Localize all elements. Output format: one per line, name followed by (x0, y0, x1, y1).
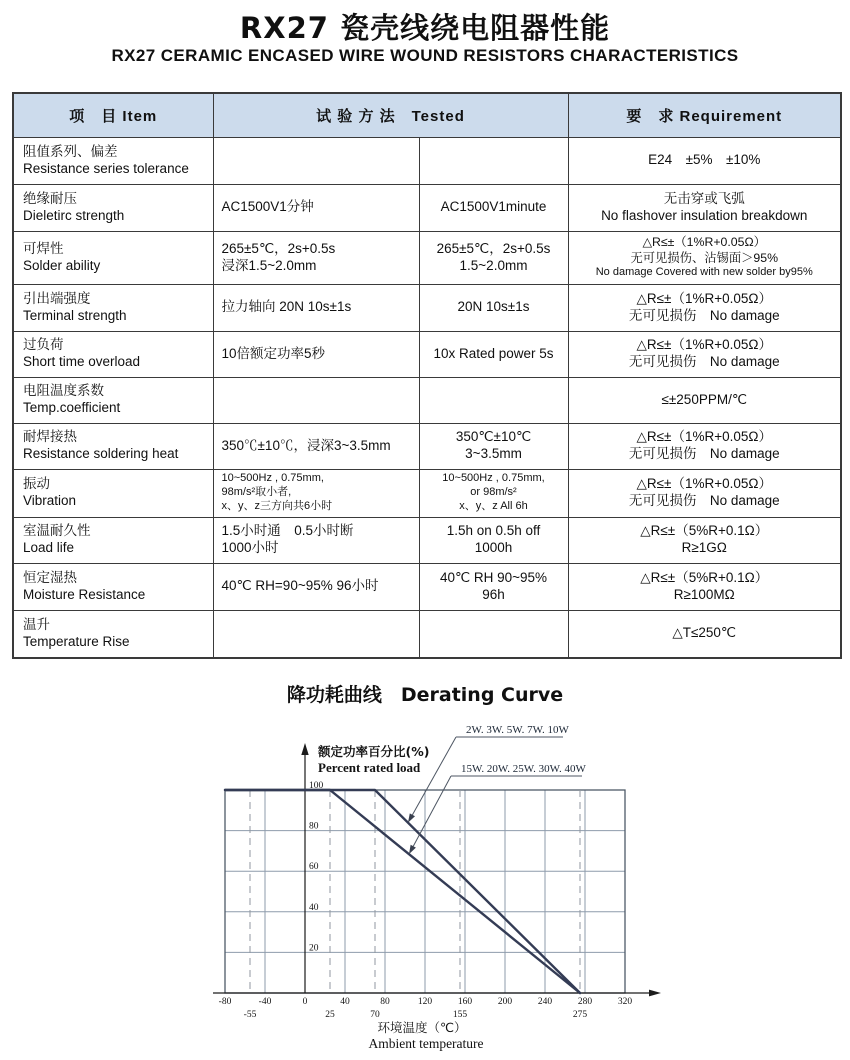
method-line: 265±5℃，2s+0.5s (436, 240, 551, 256)
item-label-en: Moisture Resistance (23, 586, 146, 602)
svg-text:280: 280 (577, 997, 593, 1007)
method-cn-cell (213, 377, 419, 423)
y-axis-label-cn: 额定功率百分比(%) (318, 744, 430, 759)
item-label-cn: 振动 (23, 476, 50, 492)
method-cn-cell (213, 610, 419, 658)
item-cell (13, 610, 213, 658)
requirement-line: No flashover insulation breakdown (601, 207, 808, 223)
svg-text:160: 160 (457, 997, 473, 1007)
svg-text:0: 0 (302, 997, 308, 1007)
page-subtitle: RX27 CERAMIC ENCASED WIRE WOUND RESISTORS CHARACTERISTICS (111, 46, 739, 65)
requirement-cell (568, 331, 841, 377)
item-cell (13, 231, 213, 284)
svg-text:-55: -55 (243, 1010, 257, 1020)
item-label-en: Temp.coefficient (23, 400, 121, 415)
item-label-cn: 恒定湿热 (23, 569, 77, 585)
method-line: or 98m/s² (470, 486, 517, 499)
table-row (13, 469, 841, 517)
method-line: 3~3.5mm (465, 446, 522, 461)
method-cn-cell (213, 331, 419, 377)
method-line: 拉力轴向 20N 10s±1s (221, 299, 352, 315)
page-title: RX27 瓷壳线绕电阻器性能 (239, 11, 611, 45)
method-line: 350℃±10℃ (455, 429, 532, 445)
requirement-line: R≥1GΩ (681, 540, 727, 555)
method-en-cell (419, 377, 568, 423)
method-en-cell (419, 184, 568, 231)
method-line: 1000h (474, 540, 513, 555)
requirement-line: 无可见损伤 No damage (628, 354, 780, 369)
table-row (13, 331, 841, 377)
requirement-cell (568, 469, 841, 517)
item-label-cn: 电阻温度系数 (23, 383, 104, 399)
svg-text:320: 320 (617, 997, 633, 1007)
method-line: 350℃±10℃，浸深3~3.5mm (221, 437, 391, 453)
method-cn-cell (213, 284, 419, 331)
method-line: 浸深1.5~2.0mm (221, 257, 317, 273)
svg-text:25: 25 (325, 1010, 335, 1020)
requirement-line: △T≤250℃ (672, 625, 737, 641)
item-cell (13, 563, 213, 610)
requirement-cell (568, 184, 841, 231)
table-row (13, 423, 841, 469)
method-en-cell (419, 231, 568, 284)
requirement-line: 无击穿或飞弧 (663, 190, 745, 206)
item-cell (13, 184, 213, 231)
method-line: 10倍额定功率5秒 (221, 345, 326, 361)
method-line: 40℃ RH=90~95% 96小时 (221, 578, 379, 594)
item-label-cn: 绝缘耐压 (23, 190, 77, 206)
item-cell (13, 137, 213, 184)
series-label-large-power: 15W. 20W. 25W. 30W. 40W (461, 763, 586, 775)
requirement-line: 无可见损伤 No damage (628, 493, 780, 508)
method-en-cell (419, 423, 568, 469)
method-en-cell (419, 331, 568, 377)
item-label-en: Terminal strength (23, 307, 127, 323)
requirement-line: 无可见损伤 No damage (628, 307, 780, 323)
method-en-cell (419, 563, 568, 610)
svg-text:60: 60 (309, 862, 319, 873)
item-label-en: Load life (23, 540, 75, 555)
item-cell (13, 423, 213, 469)
item-cell (13, 284, 213, 331)
col-header-requirement: 要 求 Requirement (568, 93, 841, 137)
y-axis-label-en: Percent rated load (318, 760, 421, 775)
item-label-en: Resistance series tolerance (23, 160, 189, 176)
method-line: AC1500V1分钟 (221, 199, 314, 215)
requirement-line: 无可见损伤、沾锡面＞95% (630, 250, 779, 265)
method-en-cell (419, 284, 568, 331)
method-line: 1.5~2.0mm (459, 257, 528, 273)
method-cn-cell (213, 517, 419, 563)
svg-text:40: 40 (340, 997, 350, 1007)
requirement-line: △R≤±（1%R+0.05Ω） (636, 476, 772, 492)
requirement-line: No damage Covered with new solder by95% (595, 265, 813, 278)
method-cn-cell (213, 137, 419, 184)
table-header-row (13, 93, 841, 137)
item-label-cn: 室温耐久性 (23, 523, 91, 539)
method-line: 1.5小时通 0.5小时断 (221, 523, 354, 539)
method-cn-cell (213, 184, 419, 231)
svg-text:-40: -40 (258, 997, 272, 1007)
item-cell (13, 517, 213, 563)
requirement-line: R≥100MΩ (673, 586, 735, 602)
method-line: 10~500Hz , 0.75mm, (221, 472, 324, 485)
svg-text:100: 100 (309, 781, 324, 791)
requirement-cell (568, 610, 841, 658)
item-label-en: Short time overload (23, 354, 141, 369)
item-label-cn: 耐焊接热 (23, 429, 77, 445)
series-label-small-power: 2W. 3W. 5W. 7W. 10W (466, 724, 569, 736)
method-line: 10x Rated power 5s (433, 345, 554, 361)
svg-text:-80: -80 (218, 997, 232, 1007)
requirement-cell (568, 137, 841, 184)
method-line: x、y、z All 6h (459, 499, 528, 512)
method-line: 20N 10s±1s (457, 299, 530, 315)
svg-text:80: 80 (380, 997, 390, 1007)
chart-plot-area (213, 737, 661, 1020)
x-axis-label-cn: 环境温度（℃） (377, 1020, 467, 1035)
table-row (13, 563, 841, 610)
method-line: 96h (482, 586, 505, 602)
item-label-cn: 温升 (23, 616, 50, 632)
svg-text:240: 240 (537, 997, 553, 1007)
method-en-cell (419, 137, 568, 184)
method-line: 1.5h on 0.5h off (446, 523, 541, 539)
svg-text:120: 120 (417, 997, 433, 1007)
table-row (13, 377, 841, 423)
svg-text:70: 70 (370, 1010, 380, 1020)
method-cn-cell (213, 563, 419, 610)
item-label-en: Vibration (23, 493, 77, 508)
table-row (13, 184, 841, 231)
item-label-cn: 阻值系列、偏差 (23, 143, 118, 159)
item-cell (13, 331, 213, 377)
table-row (13, 610, 841, 658)
item-cell (13, 377, 213, 423)
requirement-line: △R≤±（1%R+0.05Ω） (636, 429, 772, 445)
item-cell (13, 469, 213, 517)
item-label-cn: 可焊性 (23, 240, 64, 256)
table-row (13, 137, 841, 184)
requirement-line: △R≤±（1%R+0.05Ω） (636, 290, 772, 306)
svg-text:80: 80 (309, 821, 319, 832)
item-label-cn: 引出端强度 (23, 290, 91, 306)
requirement-cell (568, 231, 841, 284)
requirement-line: E24 ±5% ±10% (648, 152, 761, 168)
col-header-item: 项 目 Item (13, 93, 213, 137)
col-header-tested: 试 验 方 法 Tested (213, 93, 568, 137)
method-line: 1000小时 (221, 540, 279, 555)
x-axis-label-en: Ambient temperature (368, 1036, 484, 1051)
method-line: x、y、z三方向共6小时 (221, 499, 333, 512)
svg-text:275: 275 (572, 1010, 588, 1020)
method-cn-cell (213, 423, 419, 469)
method-line: AC1500V1minute (440, 199, 547, 215)
item-label-cn: 过负荷 (23, 337, 64, 353)
svg-text:155: 155 (452, 1010, 468, 1020)
method-en-cell (419, 469, 568, 517)
item-label-en: Solder ability (23, 257, 101, 273)
requirement-line: △R≤±（5%R+0.1Ω） (640, 569, 769, 585)
method-line: 98m/s²取小者, (221, 486, 292, 499)
method-en-cell (419, 517, 568, 563)
requirement-line: ≤±250PPM/℃ (661, 391, 747, 407)
table-row (13, 231, 841, 284)
requirement-line: △R≤±（5%R+0.1Ω） (640, 523, 769, 539)
method-cn-cell (213, 231, 419, 284)
derating-curve-chart (0, 710, 850, 1060)
requirement-cell (568, 563, 841, 610)
requirement-cell (568, 423, 841, 469)
requirement-line: 无可见损伤 No damage (628, 446, 780, 461)
requirement-cell (568, 377, 841, 423)
method-line: 10~500Hz , 0.75mm, (442, 472, 545, 485)
item-label-en: Temperature Rise (23, 633, 130, 649)
requirement-cell (568, 517, 841, 563)
method-cn-cell (213, 469, 419, 517)
method-line: 40℃ RH 90~95% (439, 569, 548, 585)
table-row (13, 284, 841, 331)
svg-text:20: 20 (309, 943, 319, 954)
method-en-cell (419, 610, 568, 658)
requirement-line: △R≤±（1%R+0.05Ω） (636, 337, 772, 353)
requirement-line: △R≤±（1%R+0.05Ω） (642, 235, 766, 250)
svg-text:200: 200 (497, 997, 513, 1007)
requirement-cell (568, 284, 841, 331)
method-line: 265±5℃，2s+0.5s (221, 240, 336, 256)
item-label-en: Dieletirc strength (23, 207, 125, 223)
item-label-en: Resistance soldering heat (23, 446, 179, 461)
chart-title: 降功耗曲线 Derating Curve (286, 684, 564, 706)
svg-text:40: 40 (309, 902, 319, 913)
characteristics-table (12, 92, 842, 659)
table-row (13, 517, 841, 563)
